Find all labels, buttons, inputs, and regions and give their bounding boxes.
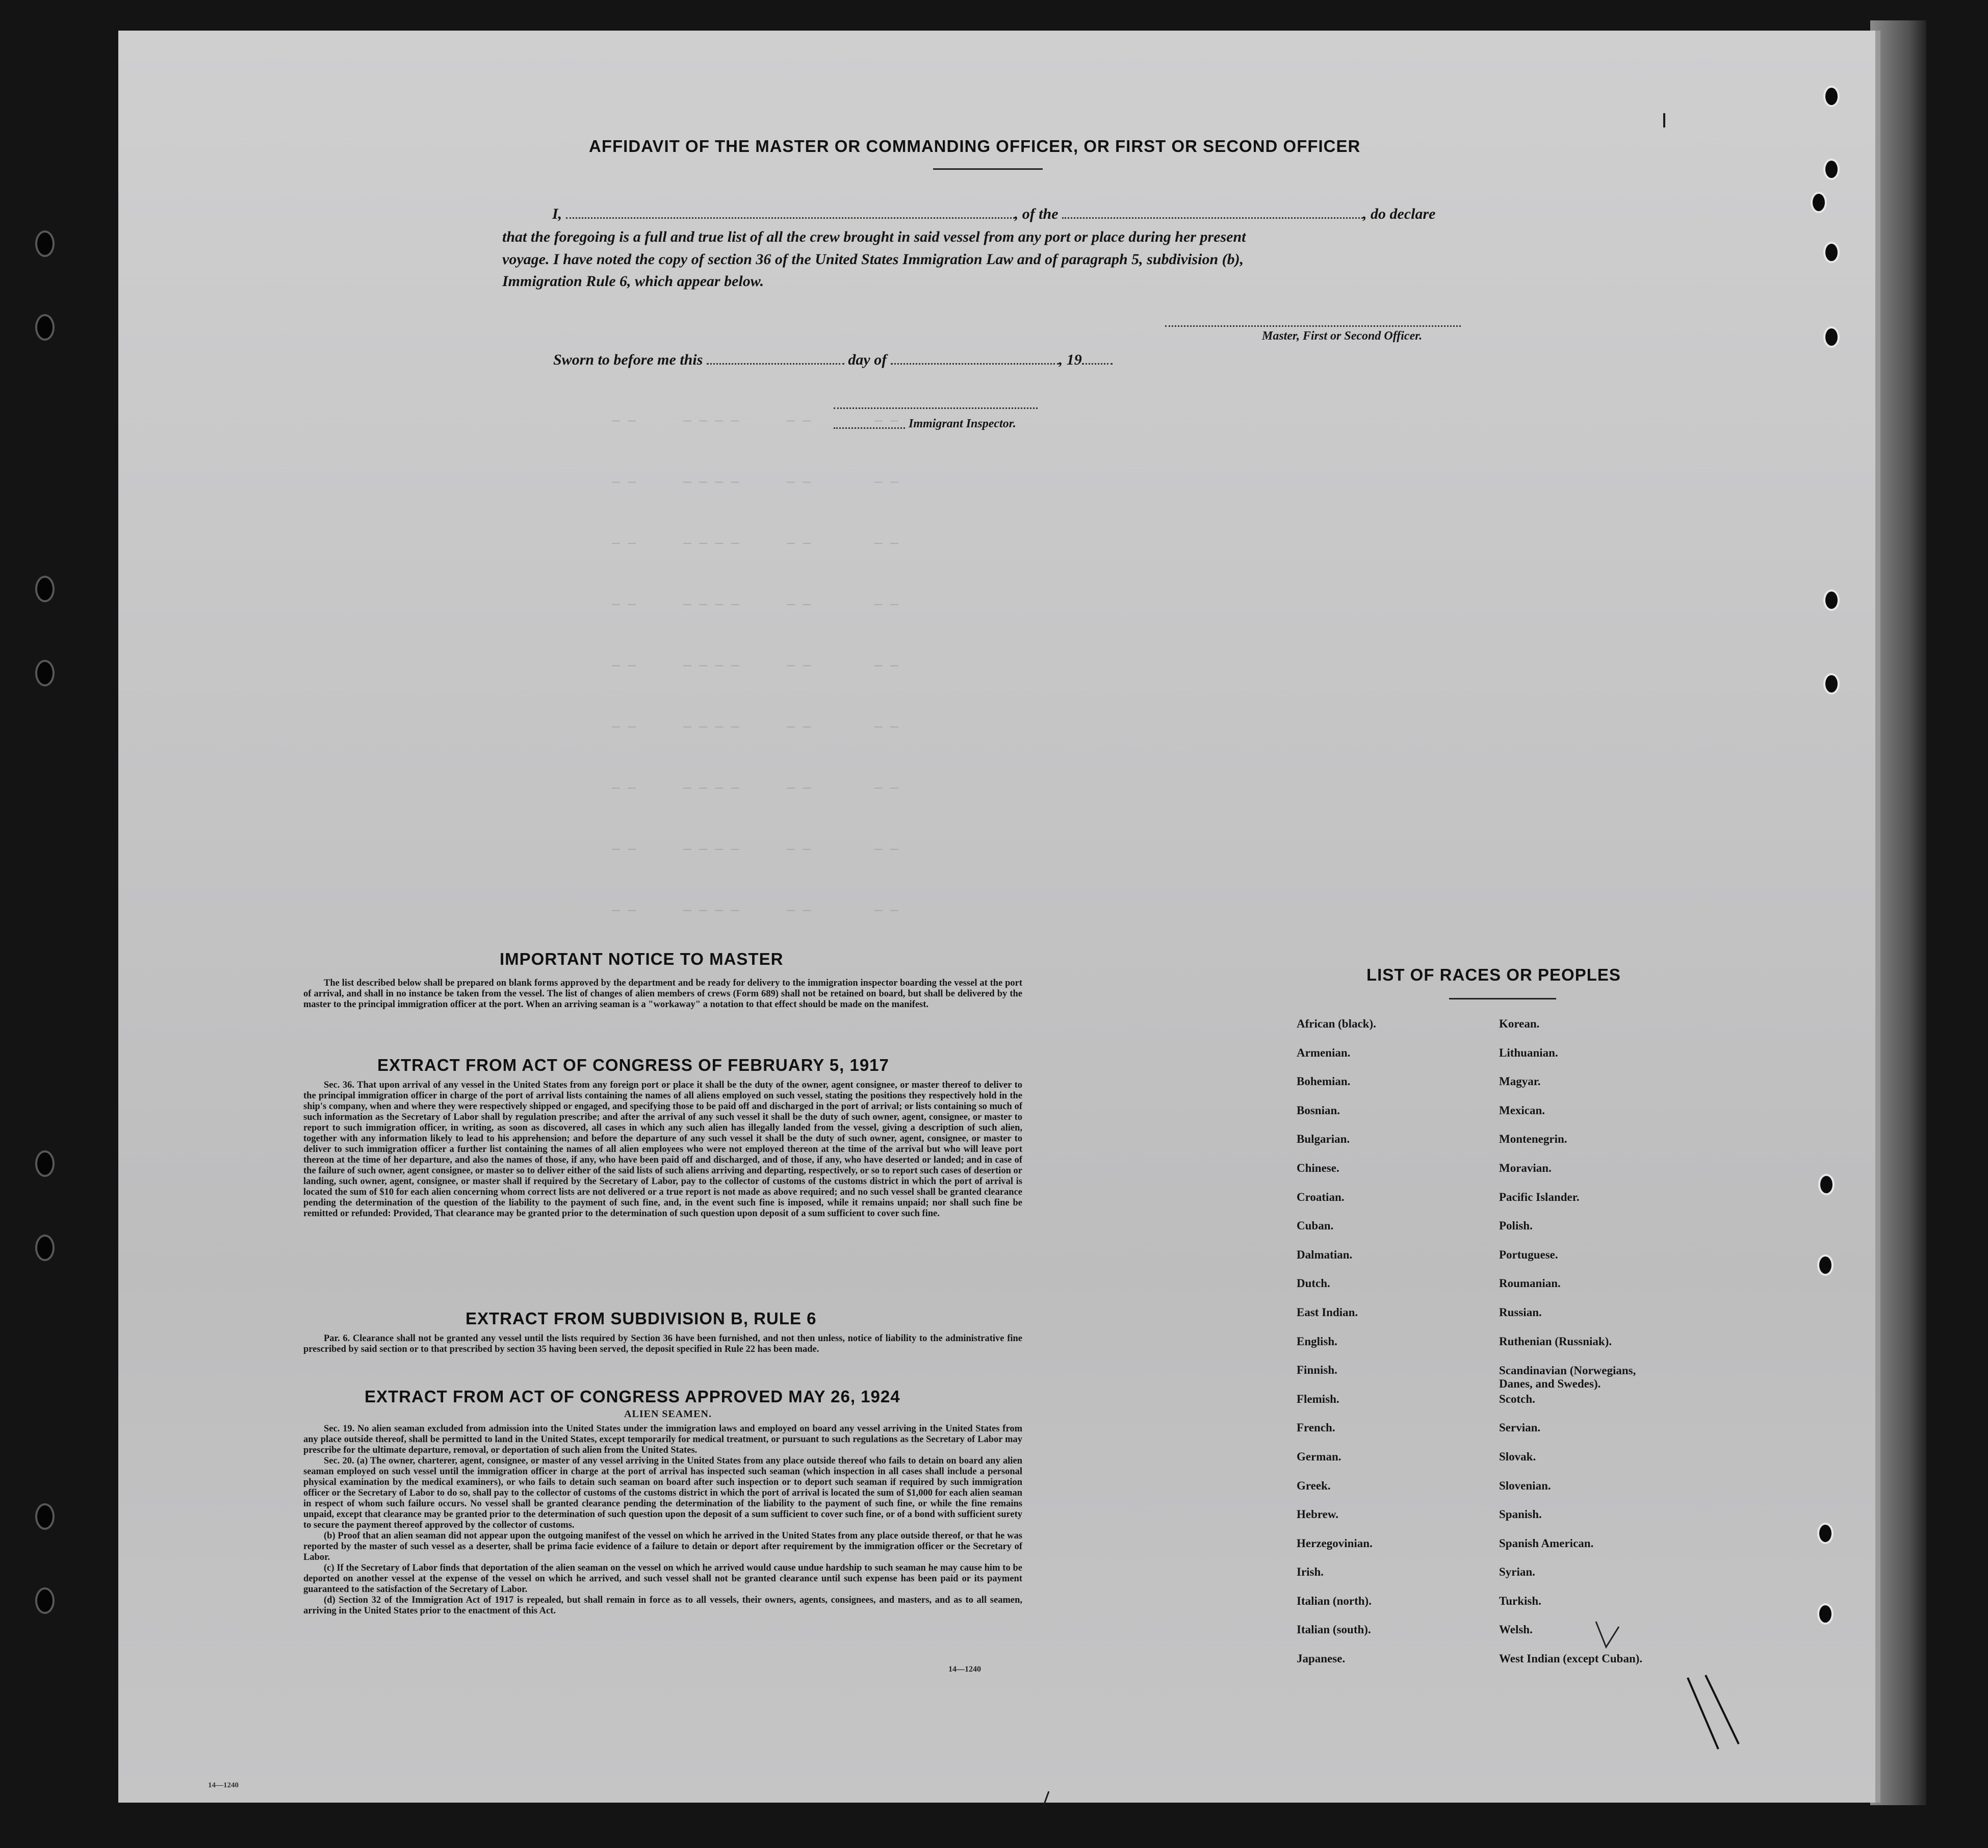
- race-item: West Indian (except Cuban).: [1499, 1652, 1643, 1665]
- binder-hole-left: [37, 662, 53, 684]
- binder-hole: [1825, 328, 1838, 346]
- affidavit-title-rule: [933, 168, 1043, 170]
- race-item: Chinese.: [1297, 1161, 1339, 1174]
- race-item: African (black).: [1297, 1017, 1376, 1030]
- race-item: Armenian.: [1297, 1046, 1351, 1059]
- race-item: Slovenian.: [1499, 1479, 1551, 1492]
- affidavit-line-1: [552, 204, 1435, 224]
- affidavit-line-3: voyage. I have noted the copy of section 36 of the United States Immigration Law and of paragraph 5, subdivision (b),: [502, 251, 1244, 268]
- day-of-label: day of: [848, 351, 887, 368]
- binder-hole: [1825, 675, 1838, 692]
- inspector-signature-line[interactable]: [834, 406, 1038, 409]
- affidavit-line-4: Immigration Rule 6, which appear below.: [502, 273, 764, 290]
- binder-hole: [1819, 1605, 1831, 1623]
- affidavit-i-label: I,: [552, 206, 562, 222]
- race-item: Bohemian.: [1297, 1075, 1351, 1088]
- race-item: Irish.: [1297, 1565, 1324, 1579]
- binder-hole: [1825, 244, 1838, 261]
- races-list-left: [1297, 1018, 1376, 1682]
- race-item: Hebrew.: [1297, 1508, 1338, 1521]
- bleed-through-text: — — — — — — — — — — — — — — — — — — — — — — — — — — — — — — — — — — — — — — — — — — — — — — — — — — — — — — — — — — — — — — — — — — — — — — — — — — — — — — — — — — — — — — — — — —: [612, 413, 898, 918]
- alien-seamen-subtitle: ALIEN SEAMEN.: [624, 1408, 712, 1420]
- extract-1924-title: EXTRACT FROM ACT OF CONGRESS APPROVED MAY 26, 1924: [365, 1387, 900, 1406]
- affidavit-title: AFFIDAVIT OF THE MASTER OR COMMANDING OFFICER, OR FIRST OR SECOND OFFICER: [589, 137, 1361, 156]
- pencil-stroke: [1706, 1675, 1739, 1744]
- race-item: Flemish.: [1297, 1392, 1339, 1405]
- corner-mark: [1663, 113, 1665, 127]
- sworn-label: Sworn to before me this: [553, 351, 703, 368]
- section-20b-paragraph: (b) Proof that an alien seaman did not appear upon the outgoing manifest of the vessel on which he arrived in the United States from any place outside thereof, or that he was reported by the master of such vessel as a deserter, shall be prima facie evidence of a failure to detain or deport after requirement by the immigration officer or the Secretary of Labor.: [303, 1531, 1022, 1562]
- notice-body: [303, 978, 1022, 1010]
- binder-hole-left: [37, 1152, 53, 1175]
- do-declare-label: , do declare: [1363, 206, 1436, 222]
- of-the-label: , of the: [1014, 206, 1058, 222]
- race-item: Croatian.: [1297, 1190, 1345, 1203]
- binder-hole-left: [37, 233, 53, 255]
- paragraph-6: Par. 6. Clearance shall not be granted any vessel until the lists required by Section 36 have been furnished, and not then unless, notice of liability to the administrative fine prescribed by said section or to that prescribed by section 35 having been served, the deposit specified in Rule 22 has been made.: [303, 1333, 1022, 1354]
- race-item: Scandinavian (Norwegians, Danes, and Swedes).: [1499, 1364, 1636, 1391]
- section-19-paragraph: Sec. 19. No alien seaman excluded from admission into the United States under the immigration laws and employed on board any vessel arriving in the United States from any place outside thereof, shall be permitted to land in the United States, except temporarily for medical treatment, or pursuant to such regulations as the Secretary of Labor may prescribe for the ultimate departure, removal, or deportation of such alien from the United States.: [303, 1424, 1022, 1455]
- race-item: Finnish.: [1297, 1364, 1337, 1377]
- extract-1924-body: [303, 1424, 1022, 1616]
- binder-hole: [1820, 1176, 1832, 1193]
- race-item: Turkish.: [1499, 1594, 1541, 1607]
- form-number-footer: 14—1240: [208, 1781, 239, 1789]
- binder-hole: [1825, 88, 1838, 105]
- affidavit-line-2: that the foregoing is a full and true list of all the crew brought in said vessel from any port or place during her present: [502, 228, 1246, 245]
- race-item: Russian.: [1499, 1305, 1542, 1319]
- race-item: Dalmatian.: [1297, 1248, 1353, 1261]
- race-item: Lithuanian.: [1499, 1046, 1558, 1059]
- sworn-year-field[interactable]: [1082, 350, 1113, 365]
- master-signature-line[interactable]: [1165, 324, 1461, 327]
- sworn-day-field[interactable]: [707, 350, 844, 365]
- race-item: Italian (north).: [1297, 1594, 1372, 1607]
- pencil-stroke: [1688, 1678, 1718, 1749]
- section-20c-paragraph: (c) If the Secretary of Labor finds that deportation of the alien seaman on the vessel on which he arrived would cause undue hardship to such seaman he may cause him to be deported on another vessel at the expense of the vessel on which he arrived, and such vessel shall not be granted clearance until such expense has been paid or its payment guaranteed to the satisfaction of the Secretary of Labor.: [303, 1563, 1022, 1595]
- race-item: Scotch.: [1499, 1392, 1535, 1405]
- binder-hole: [1819, 1256, 1831, 1274]
- vessel-field[interactable]: [1062, 204, 1363, 219]
- binder-hole-left: [37, 1237, 53, 1259]
- race-item: German.: [1297, 1450, 1341, 1463]
- binder-hole-left: [37, 578, 53, 600]
- race-item: Spanish American.: [1499, 1536, 1594, 1550]
- race-item: Herzegovinian.: [1297, 1536, 1373, 1550]
- binder-hole: [1825, 592, 1838, 609]
- section-20d-paragraph: (d) Section 32 of the Immigration Act of 1917 is repealed, but shall remain in force as to all vessels, their owners, agents, consignees, and masters, and as to all seamen, arriving in the United States prior to the enactment of this Act.: [303, 1595, 1022, 1616]
- sworn-month-field[interactable]: [891, 350, 1059, 365]
- notice-paragraph: The list described below shall be prepared on blank forms approved by the department and be ready for delivery to the immigration inspector boarding the vessel at the port of arrival, and shall in no instance be taken from the vessel. The list of changes of alien members of crews (Form 689) shall not be retained on board, but shall be delivered by the master to the principal immigration officer at the port. When an arriving seaman is a "workaway" a notation to that effect should be made on the manifest.: [303, 978, 1022, 1010]
- race-item: Pacific Islander.: [1499, 1190, 1580, 1203]
- race-item: Moravian.: [1499, 1161, 1552, 1174]
- pencil-marks: [1683, 1673, 1774, 1754]
- master-signature-label: Master, First or Second Officer.: [1262, 329, 1423, 343]
- race-item: Greek.: [1297, 1479, 1331, 1492]
- race-item: Bulgarian.: [1297, 1133, 1350, 1146]
- race-item: French.: [1297, 1421, 1335, 1434]
- race-item: Magyar.: [1499, 1075, 1541, 1088]
- extract-rule6-title: EXTRACT FROM SUBDIVISION B, RULE 6: [466, 1309, 817, 1328]
- binder-hole: [1813, 194, 1825, 211]
- extract-rule6-body: [303, 1333, 1022, 1355]
- race-item: Portuguese.: [1499, 1248, 1558, 1261]
- race-item: Welsh.: [1499, 1623, 1533, 1636]
- binder-hole-left: [37, 1589, 53, 1612]
- races-title: LIST OF RACES OR PEOPLES: [1366, 965, 1621, 984]
- race-item: Servian.: [1499, 1421, 1541, 1434]
- races-list-right: [1499, 1018, 1667, 1682]
- sworn-line: [553, 350, 1113, 370]
- binder-hole: [1819, 1525, 1831, 1542]
- section-36-paragraph: Sec. 36. That upon arrival of any vessel in the United States from any foreign port or place it shall be the duty of the owner, agent consignee, or master thereof to deliver to the principal immigration officer in charge of the port of arrival lists containing the names of all aliens employed on such vessel, stating the positions they respectively hold in the ship's company, when and where they were respectively shipped or engaged, and specifying those to be paid off and discharged in the port of arrival; or lists containing so much of such information as the Secretary of Labor shall by regulation prescribe; and after the arrival of any such vessel it shall be the duty of such owner, agent, consignee, or master to report to such immigration officer, in writing, as soon as discovered, all cases in which any such alien has illegally landed from the vessel, giving a description of such alien, together with any information likely to lead to his apprehension; and before the departure of any such vessel it shall be the duty of such owner, agent, consignee, or master to deliver to such immigration officer a further list containing the names of all alien employees who were not employed thereon at the time of the arrival but who will leave port thereon at the time of her departure, and also the names of those, if any, who have been paid off and discharged, and of those, if any, who have deserted or landed; and in case of the failure of such owner, agent consignee, or master so to deliver either of the said lists of such aliens arriving and departing, respectively, or so to report such cases of desertion or landing, such owner, agent, consignee, or master shall if required by the Secretary of Labor, pay to the collector of customs of the customs district in which the port of arrival is located the sum of $10 for each alien concerning whom correct lists are not delivered or a true report is not made as above required; and no such vessel shall be granted clearance pending the determination of the question of the liability to the payment of such fine, and, in the event such fine is imposed, while it remains unpaid; nor shall such fine be remitted or refunded: Provided, That clearance may be granted prior to the determination of such question upon deposit of a sum sufficient to cover such fine.: [303, 1080, 1022, 1219]
- binder-hole-left: [37, 1505, 53, 1528]
- extract-1917-body: [303, 1080, 1022, 1219]
- race-item: Cuban.: [1297, 1219, 1334, 1233]
- year-label: , 19: [1058, 351, 1082, 368]
- race-item: Montenegrin.: [1499, 1133, 1567, 1146]
- race-item: Italian (south).: [1297, 1623, 1371, 1636]
- race-item: Spanish.: [1499, 1508, 1542, 1521]
- race-item: Dutch.: [1297, 1277, 1330, 1290]
- race-item: Japanese.: [1297, 1652, 1346, 1665]
- binder-hole: [1825, 161, 1838, 178]
- race-item: Bosnian.: [1297, 1103, 1340, 1117]
- race-item: English.: [1297, 1334, 1337, 1348]
- race-item: Ruthenian (Russniak).: [1499, 1334, 1612, 1348]
- race-item: Polish.: [1499, 1219, 1533, 1233]
- race-item: Syrian.: [1499, 1565, 1535, 1579]
- notice-title: IMPORTANT NOTICE TO MASTER: [500, 949, 784, 968]
- name-field[interactable]: [566, 204, 1015, 219]
- races-title-rule: [1449, 998, 1556, 999]
- inspector-label: Immigrant Inspector.: [909, 417, 1016, 430]
- race-item: Roumanian.: [1499, 1277, 1561, 1290]
- form-number-1924: 14—1240: [948, 1665, 981, 1674]
- extract-1917-title: EXTRACT FROM ACT OF CONGRESS OF FEBRUARY 5, 1917: [377, 1056, 889, 1074]
- binder-hole-left: [37, 316, 53, 339]
- pencil-stroke: [1596, 1622, 1619, 1647]
- race-item: East Indian.: [1297, 1305, 1358, 1319]
- race-item: Korean.: [1499, 1017, 1540, 1030]
- tick-marks: [1591, 1616, 1632, 1662]
- section-20a-paragraph: Sec. 20. (a) The owner, charterer, agent, consignee, or master of any vessel arriving in the United States from any place outside thereof who fails to detain on board any alien seaman employed on such vessel until the immigration officer in charge at the port of arrival has inspected such seaman (which inspection in all cases shall include a personal physical examination by the medical examiners), or who fails to detain such seaman on board after such inspection or to deport such seaman if required by such immigration officer or the Secretary of Labor to do so, shall pay to the collector of customs of the customs district in which the port of arrival is located the sum of $1,000 for each alien seaman in respect of whom such failure occurs. No vessel shall be granted clearance pending the determination of the liability to the payment of such fine, or while the fine remains unpaid, except that clearance may be granted prior to the determination of such question upon the deposit of a sum sufficient to cover such fine, or of a bond with sufficient surety to secure the payment thereof approved by the collector of customs.: [303, 1456, 1022, 1530]
- race-item: Mexican.: [1499, 1103, 1545, 1117]
- race-item: Slovak.: [1499, 1450, 1536, 1463]
- inspector-signature-line-2: [834, 426, 905, 429]
